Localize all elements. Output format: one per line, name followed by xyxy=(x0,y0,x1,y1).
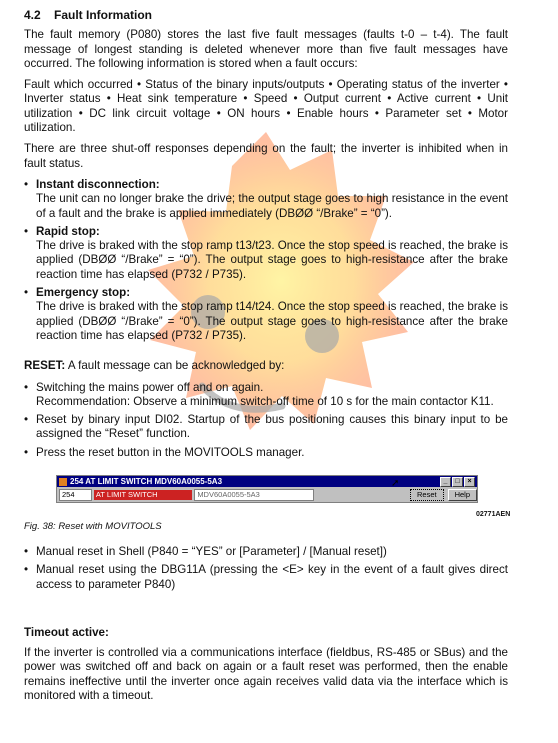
reset-list xyxy=(24,381,508,460)
reset-item-text: • Switching the mains power off and on again. xyxy=(36,380,264,394)
unit-type-field: MDV60A0055-5A3 xyxy=(194,489,314,501)
maximize-button[interactable]: □ xyxy=(452,477,463,487)
reset-item-note: Recommendation: Observe a minimum switch-off time of 10 s for the main contactor K11. xyxy=(36,394,494,408)
paragraph-shutoff-intro: There are three shut-off responses depending on the fault; the inverter is inhibited when in fault status. xyxy=(24,142,508,170)
window-title: 254 AT LIMIT SWITCH MDV60A0055-5A3 xyxy=(70,477,223,486)
reset-paragraph xyxy=(24,359,508,373)
reset-item-text: • Reset by binary input DI02. Startup of the bus positioning causes this binary input to be assigned the “Reset” function. xyxy=(36,413,508,441)
fault-code-field: 254 xyxy=(59,489,92,501)
response-text: The drive is braked with the stop ramp t14/t24. Once the stop speed is reached, the brake is applied (DBØØ “/Brake” = “0”). The output stage goes to high-resistance after the brake reaction time has elapsed (P732 / P735). xyxy=(36,300,508,342)
close-button[interactable]: × xyxy=(464,477,475,487)
response-title: • Instant disconnection: xyxy=(36,177,160,191)
list-item xyxy=(24,413,508,442)
reset-button[interactable]: Reset xyxy=(410,489,444,501)
list-item xyxy=(24,225,508,282)
help-button[interactable]: Help xyxy=(448,489,477,501)
response-text: The drive is braked with the stop ramp t13/t23. Once the stop speed is reached, the brake is applied (DBØØ “/Brake” = “0”). The output stage goes to high-resistance after the brake reaction time has elapsed (P732 / P735). xyxy=(36,239,508,281)
movitools-fault-window xyxy=(56,475,478,503)
timeout-paragraph: If the inverter is controlled via a communications interface (fieldbus, RS-485 or SBus) and the power was switched off and back on again or a fault reset was performed, then the enable remains ineffective until the inverter once again receives valid data via the interface which is monitored with a timeout. xyxy=(24,646,508,703)
timeout-heading: Timeout active: xyxy=(24,625,109,639)
response-title: • Emergency stop: xyxy=(36,286,131,300)
list-item xyxy=(24,446,508,460)
fault-text-field: AT LIMIT SWITCH xyxy=(94,490,192,500)
section-title: Fault Information xyxy=(54,8,152,22)
manual-reset-list xyxy=(24,545,508,592)
list-item xyxy=(24,381,508,410)
reset-intro: A fault message can be acknowledged by: xyxy=(65,359,285,373)
shutoff-response-list xyxy=(24,178,508,343)
list-item: • Manual reset using the DBG11A (pressing the <E> key in the event of a fault gives direct access to parameter P840) xyxy=(24,563,508,592)
list-item: • Manual reset in Shell (P840 = “YES” or [Parameter] / [Manual reset]) xyxy=(24,545,508,559)
list-item xyxy=(24,178,508,221)
figure-caption: Fig. 38: Reset with MOVITOOLS xyxy=(24,521,162,532)
paragraph-fault-memory: The fault memory (P080) stores the last five fault messages (faults t-0 – t-4). The fault message of longest standing is deleted whenever more than five fault messages have occurred. The following information is stored when a fault occurs: xyxy=(24,28,508,70)
reset-item-text: • Press the reset button in the MOVITOOLS manager. xyxy=(36,445,305,459)
response-text: The unit can no longer brake the drive; the output stage goes to high resistance in the event of a fault and the brake is applied immediately (DBØØ “/Brake” = “0”). xyxy=(36,192,508,220)
list-item xyxy=(24,286,508,343)
section-number: 4.2 xyxy=(24,8,41,22)
main-text xyxy=(24,8,508,464)
section-heading xyxy=(24,8,508,22)
response-title: • Rapid stop: xyxy=(36,224,100,238)
window-body xyxy=(57,487,477,502)
mouse-pointer-icon: ➚ xyxy=(391,478,400,489)
app-icon xyxy=(59,478,67,486)
minimize-button[interactable]: _ xyxy=(440,477,451,487)
window-titlebar xyxy=(57,476,477,487)
figure-code: 02771AEN xyxy=(476,511,511,518)
main-text-continued xyxy=(24,545,508,710)
paragraph-stored-info: Fault which occurred • Status of the binary inputs/outputs • Operating status of the inverter • Inverter status • Heat sink temperature • Speed • Output current • Active current • Unit utilization • DC link circuit voltage • ON hours • Enable hours • Parameter set • Motor utilization. xyxy=(24,78,508,135)
reset-label: RESET: xyxy=(24,359,66,373)
